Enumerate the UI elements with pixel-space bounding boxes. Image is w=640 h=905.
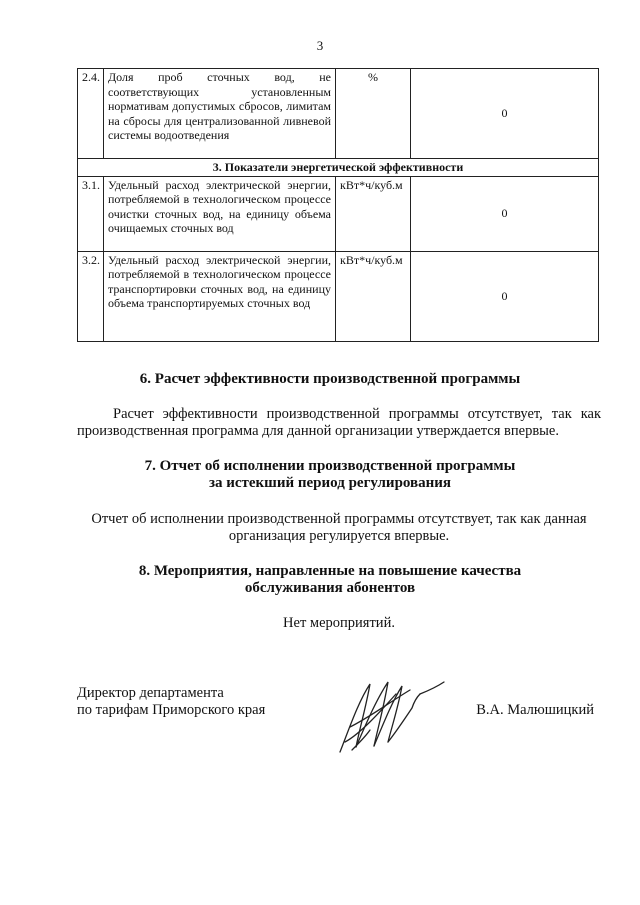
table-row — [78, 251, 599, 341]
row-number: 3.2. — [78, 251, 104, 341]
section-8-title-line1: 8. Мероприятия, направленные на повышение качества — [138, 563, 522, 579]
indicator-unit: кВт*ч/куб.м — [336, 176, 411, 251]
table-row — [78, 176, 599, 251]
indicator-value: 0 — [411, 176, 599, 251]
signatory-position-line1: Директор департамента — [77, 685, 224, 701]
section-row — [78, 159, 599, 177]
indicator-unit: кВт*ч/куб.м — [336, 251, 411, 341]
section-7-title — [60, 458, 600, 492]
section-6-title: 6. Расчет эффективности производственной программы — [139, 371, 521, 387]
signatory-position — [77, 685, 265, 719]
indicator-value: 0 — [411, 251, 599, 341]
indicator-name: Удельный расход электрической энергии, потребляемой в технологическом процессе транспортировки сточных вод, на единицу объема транспортируемых сточных вод — [104, 251, 336, 341]
section-6-text: Расчет эффективности производственной программы отсутствует, так как производственная программа для данной организации утверждается впервые. — [77, 406, 601, 439]
page-number: 3 — [316, 38, 324, 53]
section-8-text: Нет мероприятий. — [283, 615, 395, 631]
row-number: 3.1. — [78, 176, 104, 251]
section-7-text: Отчет об исполнении производственной программы отсутствует, так как данная организация регулируется впервые. — [91, 511, 587, 544]
signatory-position-line2: по тарифам Приморского края — [77, 702, 266, 718]
row-number: 2.4. — [78, 69, 104, 159]
section-7-title-line2: за истекший период регулирования — [208, 475, 452, 491]
table-row — [78, 69, 599, 159]
indicator-name: Доля проб сточных вод, не соответствующих установленным нормативам допустимых сбросов, лимитам на сбросы для централизованной ливневой системы водоотведения — [104, 69, 336, 159]
indicator-name: Удельный расход электрической энергии, потребляемой в технологическом процессе очистки сточных вод, на единицу объема очищаемых сточных вод — [104, 176, 336, 251]
signatory-name: В.А. Малюшицкий — [476, 702, 594, 718]
section-title: 3. Показатели энергетической эффективности — [78, 159, 599, 177]
section-7-title-line1: 7. Отчет об исполнении производственной программы — [144, 458, 516, 474]
handwritten-signature — [330, 672, 450, 757]
indicator-unit: % — [336, 69, 411, 159]
section-8-title-line2: обслуживания абонентов — [244, 580, 416, 596]
indicators-table — [77, 68, 599, 342]
indicator-value: 0 — [411, 69, 599, 159]
section-8-title — [60, 563, 600, 597]
